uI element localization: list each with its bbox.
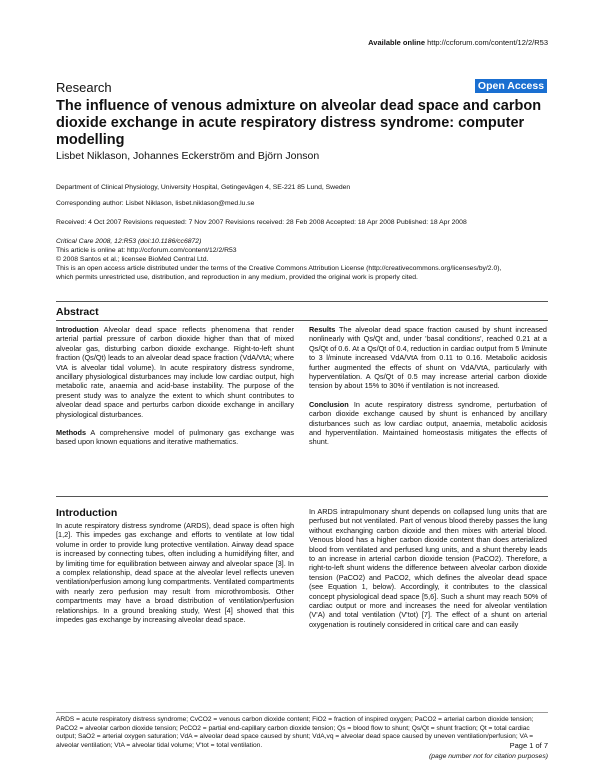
abstract-left-column	[56, 325, 294, 456]
page-number-note: (page number not for citation purposes)	[428, 753, 548, 760]
available-label: Available online	[368, 38, 425, 47]
abstract-results-text: The alveolar dead space fraction caused by shunt increased nonlinearly with Qs/Qt and, under 'basal conditions', reached 0.21 at a Qs/Qt of 0.6. At a Qs/Qt of 0.4, reduction in cardiac output from 5 l/minute to 3 l/minute increased VdA/VtA from 0.11 to 0.16. Metabolic acidosis further augmented the effects of shunt on VdA/VtA, particularly with hyperventilation. A Qs/Qt of 0.5 may increase arterial carbon dioxide tension by about 15% to 30% if ventilation is not increased.	[309, 325, 547, 391]
affiliation: Department of Clinical Physiology, University Hospital, Getingevägen 4, SE-221 85 Lund, Sweden	[56, 184, 351, 191]
abstract-intro-label: Introduction	[56, 325, 99, 334]
article-title: The influence of venous admixture on alveolar dead space and carbon dioxide exchange in acute respiratory distress syndrome: computer modelling	[56, 98, 542, 148]
abstract-results-label: Results	[309, 325, 336, 334]
abstract-methods-text: A comprehensive model of pulmonary gas exchange was based upon known equations and iterative mathematics.	[56, 428, 294, 447]
abstract-conclusion	[309, 400, 547, 447]
section-label: Research	[56, 80, 112, 95]
abstract-conclusion-label: Conclusion	[309, 399, 349, 409]
abstract-conclusion-text: In acute respiratory distress syndrome, perturbation of carbon dioxide exchange caused by shunt is enhanced by ancillary disturbances such as low cardiac output, anaemia, metabolic acidosis and hyperventilation. Maintained homeostasis mitigates the effects of shunt.	[309, 399, 547, 447]
citation-line: Critical Care 2008, 12:R53 (doi:10.1186/cc6872)	[56, 238, 202, 245]
abstract-methods	[56, 428, 294, 447]
corresponding-author: Corresponding author: Lisbet Niklason, lisbet.niklason@med.lu.se	[56, 200, 255, 207]
availability-line	[368, 38, 548, 47]
divider	[56, 320, 548, 321]
citation-block	[56, 237, 548, 282]
open-access-badge: Open Access	[475, 79, 547, 93]
license-line-2: which permits unrestricted use, distribution, and reproduction in any medium, provided the original work is properly cited.	[56, 274, 418, 281]
abstract-results	[309, 325, 547, 391]
copyright-line: © 2008 Santos et al.; licensee BioMed Central Ltd.	[56, 256, 209, 263]
abstract-heading: Abstract	[56, 306, 99, 318]
abstract-introduction	[56, 325, 294, 419]
available-url[interactable]: http://ccforum.com/content/12/2/R53	[427, 38, 548, 47]
intro-left-column: In acute respiratory distress syndrome (ARDS), dead space is often high [1,2]. This impedes gas exchange and efforts to ventilate at low tidal volume in order to provide lung protective ventilation. Airway dead space is increased by connecting tubes, often including a humidifying filter, and by limiting time for equilibration between airway and alveolar space [3]. In a complex relationship, dead space at the alveolar level reflects uneven ventilation/perfusion among lung compartments. Ventilated compartments with nearly zero perfusion may result from microthrombosis. Other compartments may have a broad distribution of ventilation/perfusion relationships. In a ground breaking study, West [4] showed that this impedes gas exchange by increasing alveolar dead space.	[56, 521, 294, 625]
introduction-heading: Introduction	[56, 507, 118, 519]
author-list: Lisbet Niklason, Johannes Eckerström and Björn Jonson	[56, 150, 320, 162]
article-dates: Received: 4 Oct 2007 Revisions requested: 7 Nov 2007 Revisions received: 28 Feb 2008 Accepted: 18 Apr 2008 Published: 18 Apr 2008	[56, 219, 467, 226]
divider	[56, 301, 548, 302]
license-line: This is an open access article distributed under the terms of the Creative Commons Attribution License (http://creativecommons.org/licenses/by/2.0),	[56, 265, 502, 272]
footnote-divider	[56, 712, 548, 713]
abstract-right-column	[309, 325, 547, 456]
abstract-methods-label: Methods	[56, 428, 86, 438]
page-number: Page 1 of 7	[509, 741, 548, 750]
online-line: This article is online at: http://ccforum.com/content/12/2/R53	[56, 247, 237, 254]
intro-right-column: In ARDS intrapulmonary shunt depends on collapsed lung units that are perfused but not ventilated. Part of venous blood thereby passes the lung without exchanging carbon dioxide and then mixes with arterial blood. Venous blood has a higher carbon dioxide content than does arterialized blood from ventilated and perfused lung units, and a shunt thereby leads to an increase in arterial carbon dioxide tension (PaCO2). Therefore, a right-to-left shunt widens the difference between alveolar carbon dioxide tension (PaCO2) and PaCO2, which defines the alveolar dead space (see Equation 1, below). Accordingly, it contributes to the classical concept physiological dead space [5,6]. Such a shunt may reach 50% of cardiac output or more and increases the need for alveolar ventilation (V'A) and total ventilation (V'tot) [7]. The effect of a shunt on arterial oxygenation is routinely considered in critical care and can easily	[309, 507, 547, 629]
abbreviations-footnote: ARDS = acute respiratory distress syndrome; CvCO2 = venous carbon dioxide content; FiO2 = fraction of inspired oxygen; PaCO2 = arterial carbon dioxide tension; PaCO2 = alveolar carbon dioxide tension; PcCO2 = partial end-capillary carbon dioxide tension; Qs = blood flow to shunt; Qs/Qt = shunt fraction; Qt = total cardiac output; SaO2 = arterial oxygen saturation; VdA = alveolar dead space caused by shunt; VdA,vq = alveolar dead space caused by uneven ventilation/perfusion; VA = alveolar ventilation; VtA = alveolar tidal volume; V'tot = total ventilation.	[56, 716, 534, 749]
abstract-intro-text: Alveolar dead space reflects phenomena that render arterial partial pressure of carbon dioxide higher than that of mixed alveolar gas, disturbing carbon dioxide exchange. Right-to-left shunt fraction (Qs/Qt) leads to an alveolar dead space fraction (VdA/VtA; where VtA is alveolar tidal volume). In acute respiratory distress syndrome, ancillary physiological disturbances may include low cardiac output, high metabolic rate, anaemia and acid-base instability. The purpose of the present study was to analyze the extent to which shunt contributes to alveolar dead space and perturbs carbon dioxide exchange in ancillary physiological disturbances.	[56, 325, 294, 419]
divider	[56, 496, 548, 497]
